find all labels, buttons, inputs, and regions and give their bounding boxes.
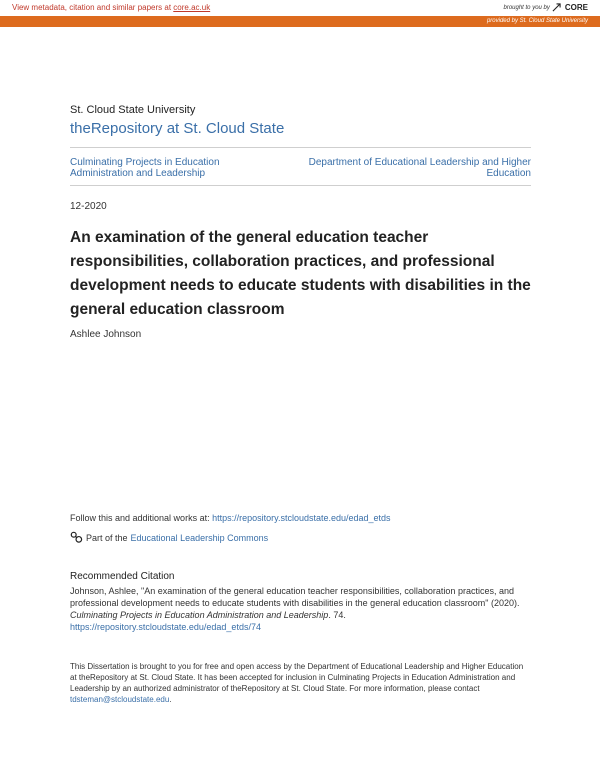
author-name: Ashlee Johnson [70, 329, 142, 340]
divider-bottom [70, 185, 531, 186]
access-statement-end: . [169, 695, 172, 704]
follow-text: Follow this and additional works at: [70, 513, 213, 523]
core-metadata-notice [12, 3, 210, 12]
part-of-text: Part of the [86, 532, 128, 543]
core-top-bar [0, 0, 600, 15]
citation-url-link[interactable]: https://repository.stcloudstate.edu/edad_etds/74 [70, 622, 261, 632]
publication-date: 12-2020 [70, 201, 107, 212]
core-label: CORE [564, 3, 588, 12]
citation-body: Johnson, Ashlee, "An examination of the general education teacher responsibilities, collaboration practices, and professional development needs to educate students with disabilities in the general education classroom" (2020). [70, 586, 520, 608]
repository-name-link[interactable]: theRepository at St. Cloud State [70, 120, 285, 137]
access-statement-text: This Dissertation is brought to you for free and open access by the Department of Educational Leadership and Higher Education at theRepository at St. Cloud State. It has been accepted for inclusion in Culminating Projects in Education Administration and Leadership by an authorized administrator of theRepository at St. Cloud State. For more information, please contact [70, 662, 524, 693]
commons-network-icon [70, 531, 83, 544]
brought-to-you-by[interactable] [504, 3, 589, 12]
document-title: An examination of the general education teacher responsibilities, collaboration practices, and professional development needs to educate students with disabilities in the general education classroom [70, 229, 531, 318]
part-of-line [70, 531, 268, 544]
follow-line [70, 513, 391, 523]
commons-link[interactable]: Educational Leadership Commons [130, 532, 269, 543]
citation-series: Culminating Projects in Education Administration and Leadership [70, 610, 329, 620]
university-name: St. Cloud State University [70, 104, 196, 116]
contact-email-link[interactable]: tdsteman@stcloudstate.edu [70, 695, 170, 704]
metadata-text: View metadata, citation and similar papers at [12, 3, 174, 12]
access-statement [70, 661, 532, 705]
core-link[interactable]: core.ac.uk [173, 3, 211, 12]
recommended-citation-heading: Recommended Citation [70, 571, 175, 582]
collection-link-right[interactable]: Department of Educational Leadership and Higher Education [308, 157, 531, 179]
citation-number: . 74. [328, 610, 346, 620]
brought-by-text: brought to you by [503, 4, 550, 11]
core-logo-icon [552, 3, 561, 12]
citation-text [70, 585, 532, 633]
follow-url-link[interactable]: https://repository.stcloudstate.edu/edad_etds [212, 513, 391, 523]
provided-by-text[interactable]: provided by St. Cloud State University [486, 18, 588, 24]
divider-top [70, 147, 531, 148]
provider-bar [0, 16, 600, 27]
collection-link-left[interactable]: Culminating Projects in Education Administration and Leadership [70, 157, 220, 179]
